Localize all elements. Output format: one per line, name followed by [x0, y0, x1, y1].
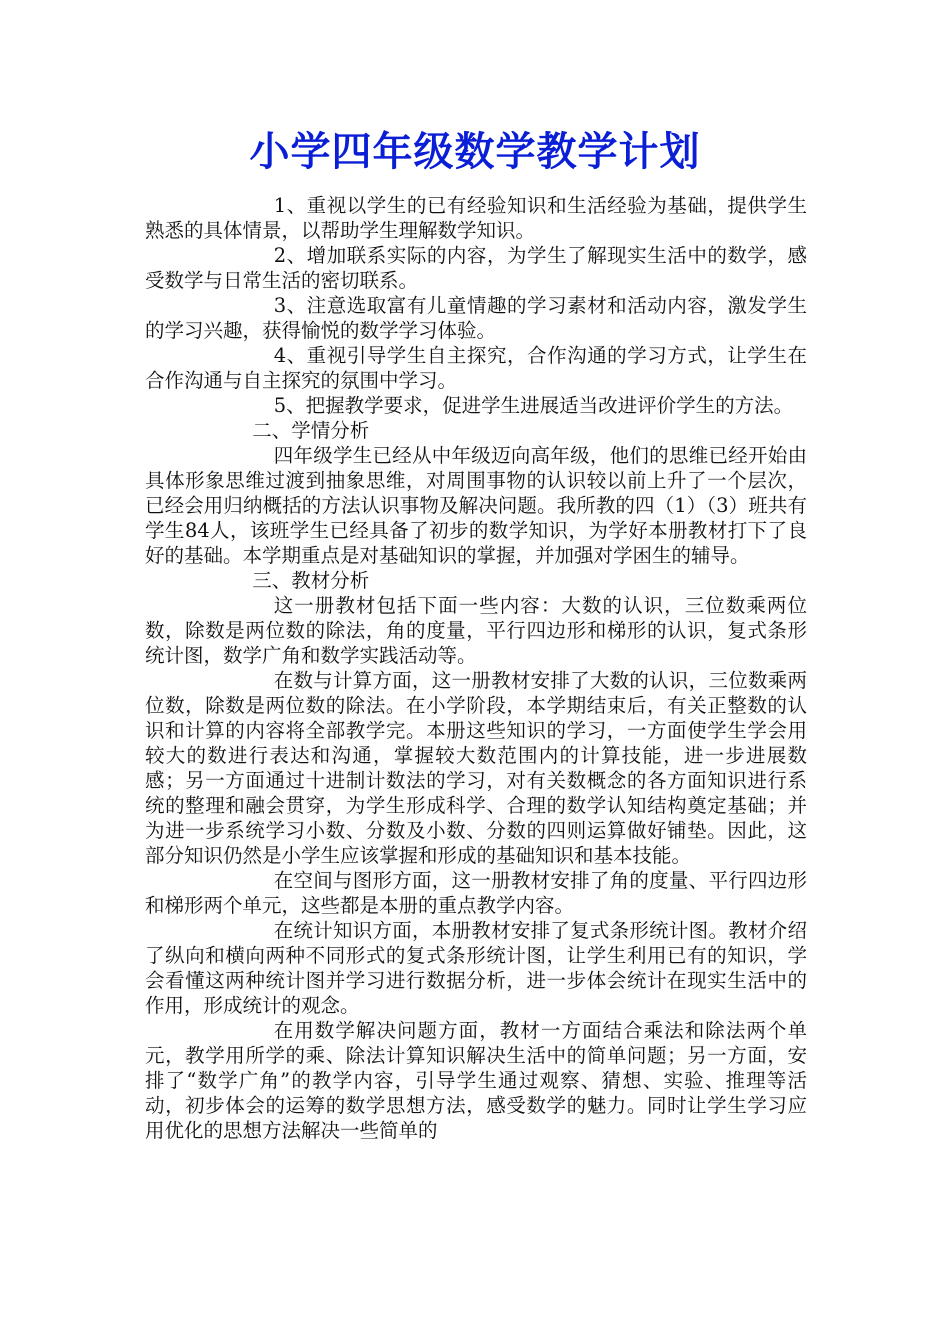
list-item-3: 3、注意选取富有儿童情趣的学习素材和活动内容，激发学生的学习兴趣，获得愉悦的数学学习体验。: [145, 294, 807, 342]
paragraph-student-analysis: 四年级学生已经从中年级迈向高年级，他们的思维已经开始由具体形象思维过渡到抽象思维，对周围事物的认识较以前上升了一个层次，已经会用归纳概括的方法认识事物及解决问题。我所教的四（1）（3）班共有学生84人，该班学生已经具备了初步的数学知识，为学好本册教材打下了良好的基础。本学期重点是对基础知识的掌握，并加强对学困生的辅导。: [145, 444, 807, 567]
list-item-2: 2、增加联系实际的内容，为学生了解现实生活中的数学，感受数学与日常生活的密切联系。: [145, 244, 807, 292]
list-item-5: 5、把握教学要求，促进学生进展适当改进评价学生的方法。: [273, 394, 794, 417]
paragraph-number-calculation: 在数与计算方面，这一册教材安排了大数的认识，三位数乘两位数，除数是两位数的除法。在小学阶段，本学期结束后，有关正整数的认识和计算的内容将全部教学完。本册这些知识的学习，一方面使学生学会用较大的数进行表达和沟通，掌握较大数范围内的计算技能，进一步进展数感；另一方面通过十进制计数法的学习，对有关数概念的各方面知识进行系统的整理和融会贯穿，为学生形成科学、合理的数学认知结构奠定基础；并为进一步系统学习小数、分数及小数、分数的四则运算做好铺垫。因此，这部分知识仍然是小学生应该掌握和形成的基础知识和基本技能。: [145, 669, 807, 867]
paragraph-statistics: 在统计知识方面，本册教材安排了复式条形统计图。教材介绍了纵向和横向两种不同形式的复式条形统计图，让学生利用已有的知识，学会看懂这两种统计图并学习进行数据分析，进一步体会统计在现实生活中的作用，形成统计的观念。: [145, 919, 807, 1017]
document-body: [145, 193, 807, 1143]
paragraph-problem-solving: 在用数学解决问题方面，教材一方面结合乘法和除法两个单元，教学用所学的乘、除法计算知识解决生活中的简单问题；另一方面，安排了“数学广角”的教学内容，引导学生通过观察、猜想、实验、推理等活动，初步体会的运筹的数学思想方法，感受数学的魅力。同时让学生学习应用优化的思想方法解决一些简单的: [145, 1019, 807, 1142]
list-item-1: 1、重视以学生的已有经验知识和生活经验为基础，提供学生熟悉的具体情景，以帮助学生理解数学知识。: [145, 194, 807, 242]
document-title: 小学四年级数学教学计划: [249, 129, 701, 175]
section-heading-textbook-analysis: 三、教材分析: [252, 569, 370, 592]
list-item-4: 4、重视引导学生自主探究，合作沟通的学习方式，让学生在合作沟通与自主探究的氛围中学习。: [145, 344, 807, 392]
paragraph-textbook-contents: 这一册教材包括下面一些内容：大数的认识，三位数乘两位数，除数是两位数的除法，角的度量，平行四边形和梯形的认识，复式条形统计图，数学广角和数学实践活动等。: [145, 594, 807, 667]
paragraph-space-geometry: 在空间与图形方面，这一册教材安排了角的度量、平行四边形和梯形两个单元，这些都是本册的重点教学内容。: [145, 869, 807, 917]
section-heading-student-analysis: 二、学情分析: [252, 419, 370, 442]
